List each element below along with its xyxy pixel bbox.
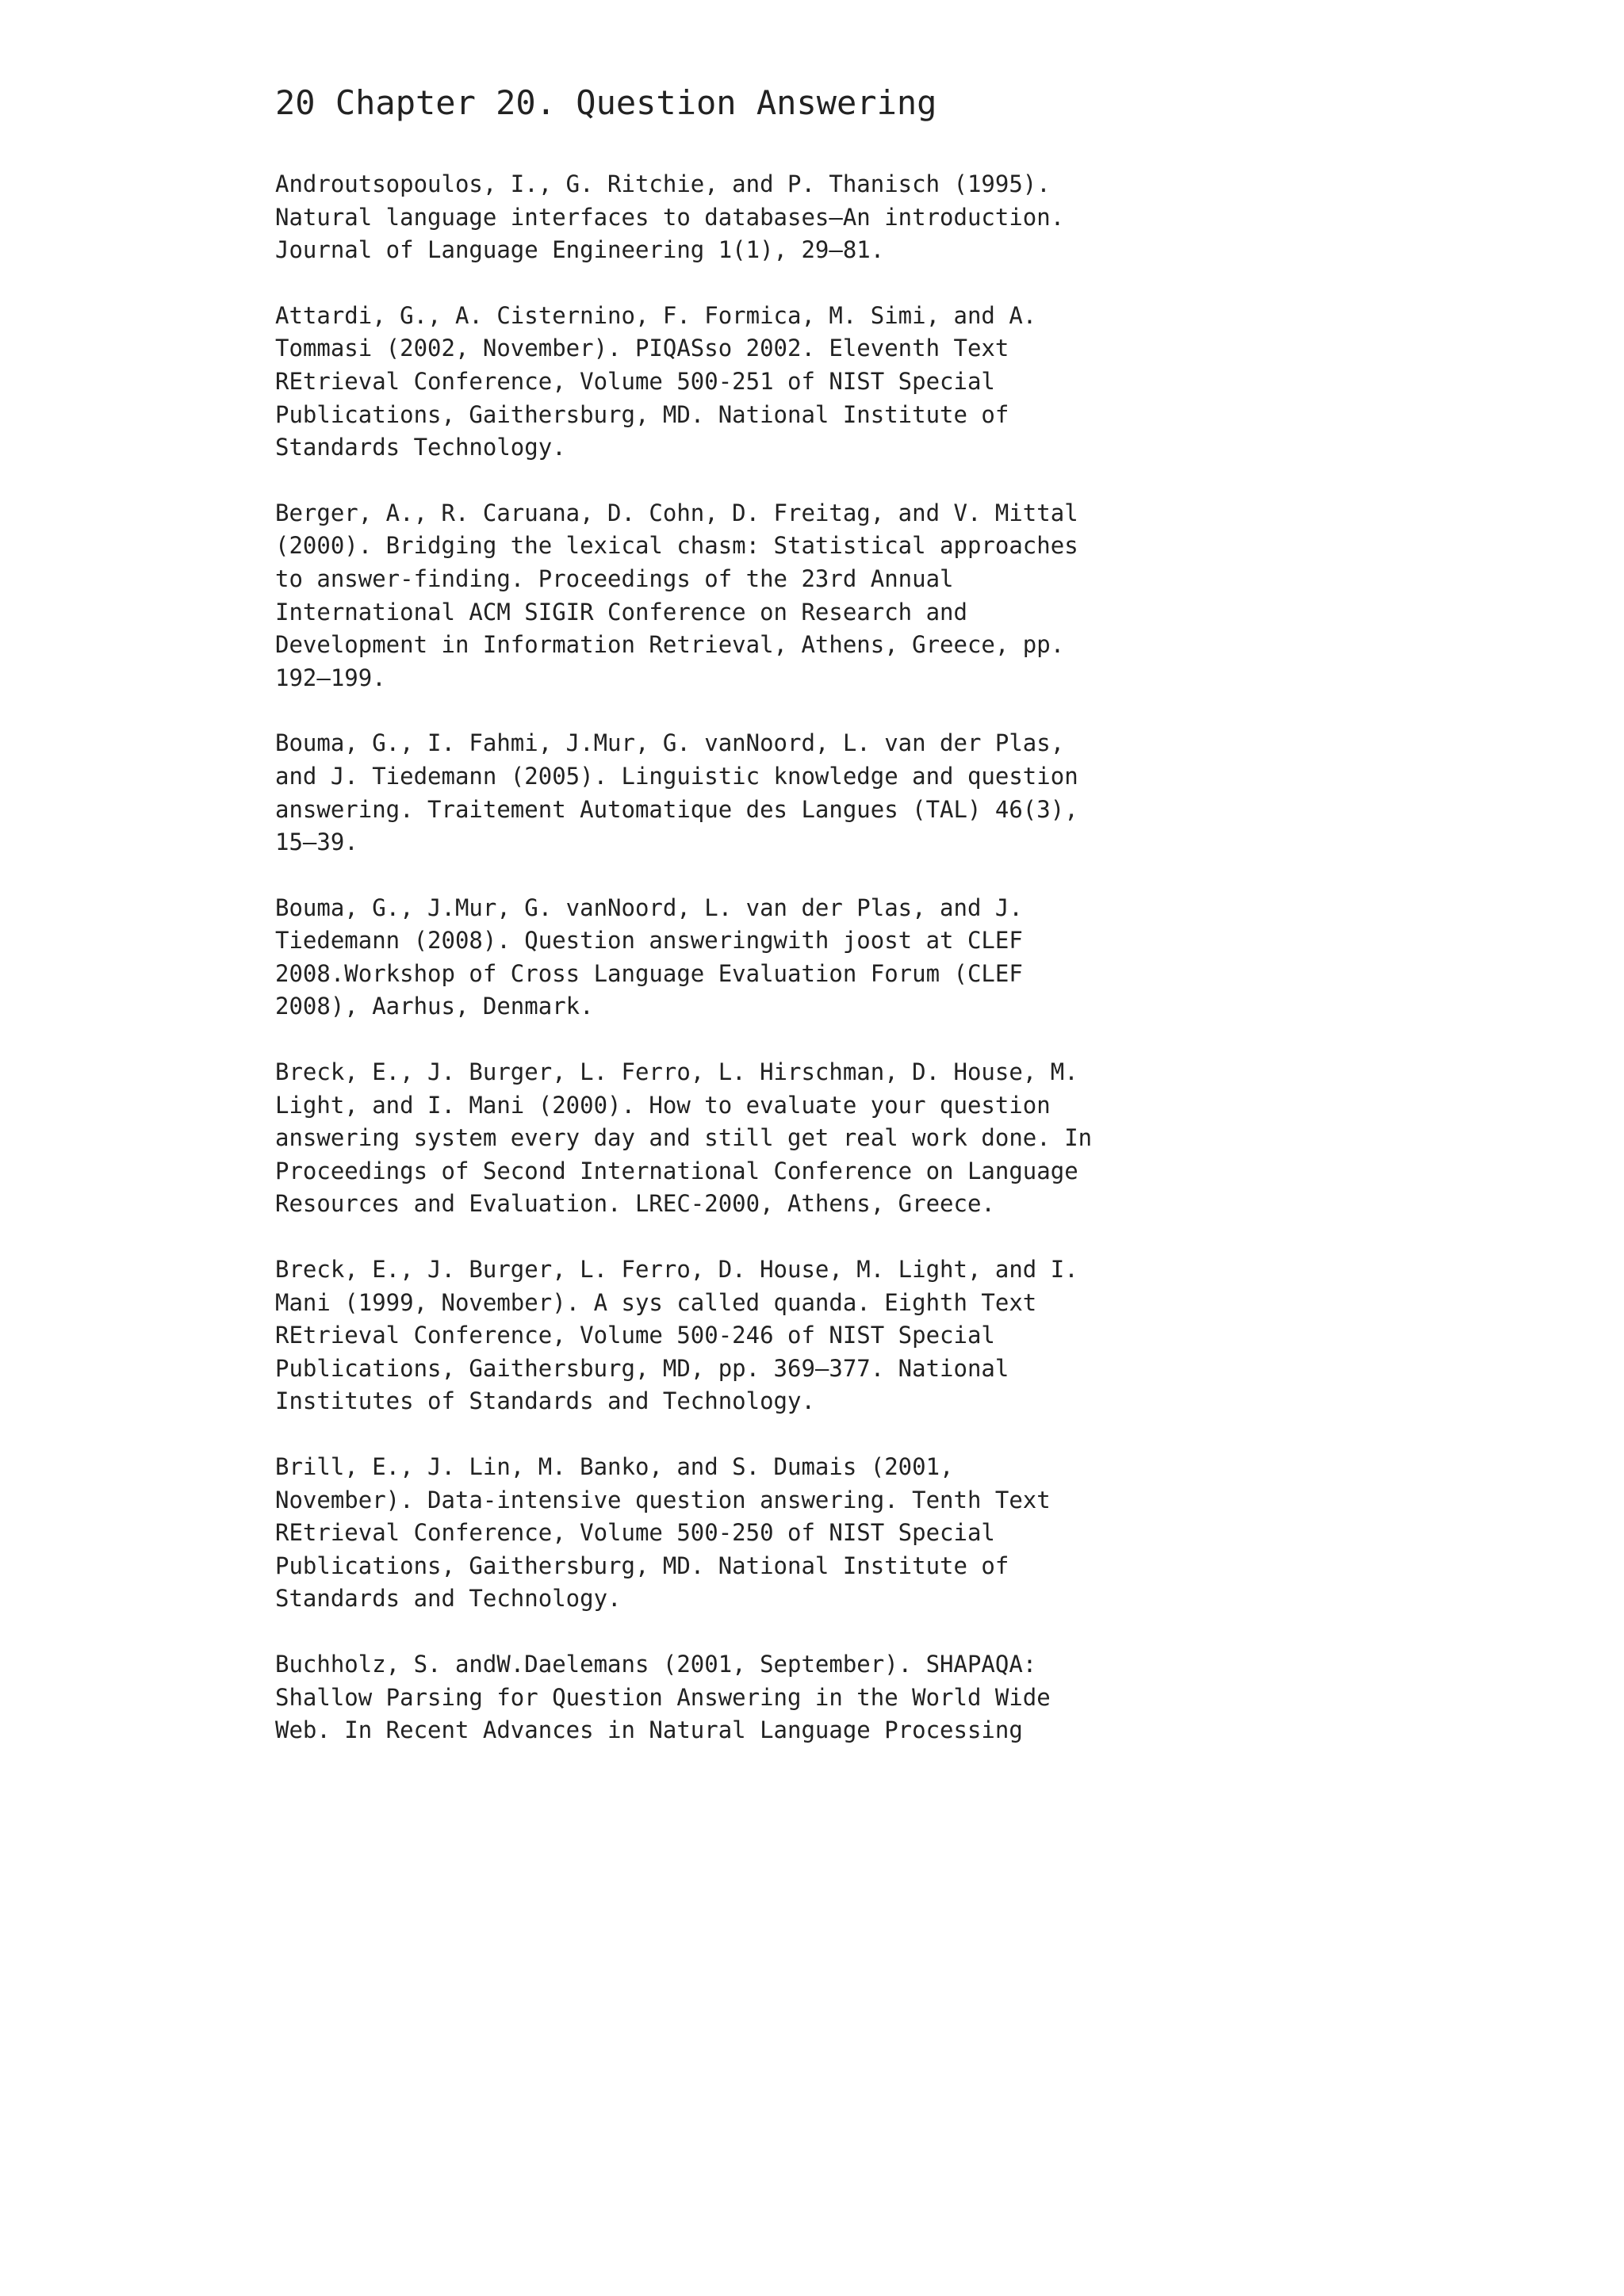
- reference-line: International ACM SIGIR Conference on Research and: [275, 598, 967, 626]
- reference-line: answering system every day and still get real work done. In: [275, 1124, 1093, 1152]
- reference-line: Attardi, G., A. Cisternino, F. Formica, M. Simi, and A.: [275, 301, 1037, 329]
- reference-line: Proceedings of Second International Conference on Language: [275, 1157, 1078, 1184]
- reference-entry: [275, 1451, 1465, 1616]
- reference-line: Institutes of Standards and Technology.: [275, 1387, 815, 1415]
- reference-line: Publications, Gaithersburg, MD. National Institute of: [275, 400, 1009, 428]
- reference-line: November). Data-intensive question answering. Tenth Text: [275, 1486, 1051, 1513]
- reference-line: Natural language interfaces to databases—An introduction.: [275, 203, 1065, 231]
- reference-line: Light, and I. Mani (2000). How to evaluate your question: [275, 1091, 1051, 1119]
- reference-line: Bouma, G., J.Mur, G. vanNoord, L. van der Plas, and J.: [275, 894, 1023, 921]
- reference-line: Breck, E., J. Burger, L. Ferro, L. Hirschman, D. House, M.: [275, 1058, 1078, 1086]
- page: [275, 79, 1465, 1780]
- reference-line: REtrieval Conference, Volume 500-251 of NIST Special: [275, 367, 995, 395]
- reference-line: Shallow Parsing for Question Answering in the World Wide: [275, 1683, 1051, 1711]
- reference-line: Web. In Recent Advances in Natural Language Processing: [275, 1716, 1023, 1744]
- reference-line: Publications, Gaithersburg, MD. National Institute of: [275, 1552, 1009, 1579]
- reference-line: REtrieval Conference, Volume 500-246 of NIST Special: [275, 1322, 995, 1349]
- reference-line: Bouma, G., I. Fahmi, J.Mur, G. vanNoord, L. van der Plas,: [275, 729, 1065, 757]
- reference-line: Tiedemann (2008). Question answeringwith joost at CLEF: [275, 927, 1023, 955]
- reference-line: Breck, E., J. Burger, L. Ferro, D. House, M. Light, and I.: [275, 1256, 1078, 1284]
- reference-list: [275, 168, 1465, 1747]
- reference-line: Journal of Language Engineering 1(1), 29–81.: [275, 236, 885, 264]
- reference-line: 192–199.: [275, 664, 386, 691]
- reference-line: Mani (1999, November). A sys called quanda. Eighth Text: [275, 1288, 1037, 1316]
- reference-entry: [275, 497, 1465, 695]
- reference-line: and J. Tiedemann (2005). Linguistic knowledge and question: [275, 762, 1078, 790]
- reference-line: 2008.Workshop of Cross Language Evaluation Forum (CLEF: [275, 959, 1023, 987]
- reference-entry: [275, 727, 1465, 859]
- reference-line: REtrieval Conference, Volume 500-250 of NIST Special: [275, 1519, 995, 1547]
- reference-entry: [275, 1648, 1465, 1747]
- reference-line: Publications, Gaithersburg, MD, pp. 369–377. National: [275, 1354, 1009, 1382]
- reference-line: Buchholz, S. andW.Daelemans (2001, September). SHAPAQA:: [275, 1650, 1037, 1678]
- reference-entry: [275, 1253, 1465, 1418]
- reference-line: Development in Information Retrieval, Athens, Greece, pp.: [275, 631, 1065, 659]
- reference-line: 2008), Aarhus, Denmark.: [275, 993, 594, 1020]
- reference-entry: [275, 1056, 1465, 1221]
- reference-entry: [275, 892, 1465, 1024]
- reference-line: Tommasi (2002, November). PIQASso 2002. Eleventh Text: [275, 335, 1009, 362]
- reference-line: Berger, A., R. Caruana, D. Cohn, D. Freitag, and V. Mittal: [275, 499, 1078, 526]
- reference-line: to answer-finding. Proceedings of the 23rd Annual: [275, 564, 954, 592]
- reference-line: (2000). Bridging the lexical chasm: Statistical approaches: [275, 532, 1078, 560]
- reference-line: Standards and Technology.: [275, 1585, 622, 1613]
- reference-line: Brill, E., J. Lin, M. Banko, and S. Dumais (2001,: [275, 1453, 954, 1480]
- reference-line: Androutsopoulos, I., G. Ritchie, and P. Thanisch (1995).: [275, 170, 1051, 197]
- reference-entry: [275, 300, 1465, 465]
- page-header: 20 Chapter 20. Question Answering: [275, 83, 937, 122]
- reference-line: Standards Technology.: [275, 434, 566, 461]
- reference-entry: [275, 168, 1465, 267]
- reference-line: Resources and Evaluation. LREC-2000, Athens, Greece.: [275, 1190, 995, 1218]
- reference-line: answering. Traitement Automatique des Langues (TAL) 46(3),: [275, 795, 1078, 823]
- reference-line: 15–39.: [275, 828, 358, 856]
